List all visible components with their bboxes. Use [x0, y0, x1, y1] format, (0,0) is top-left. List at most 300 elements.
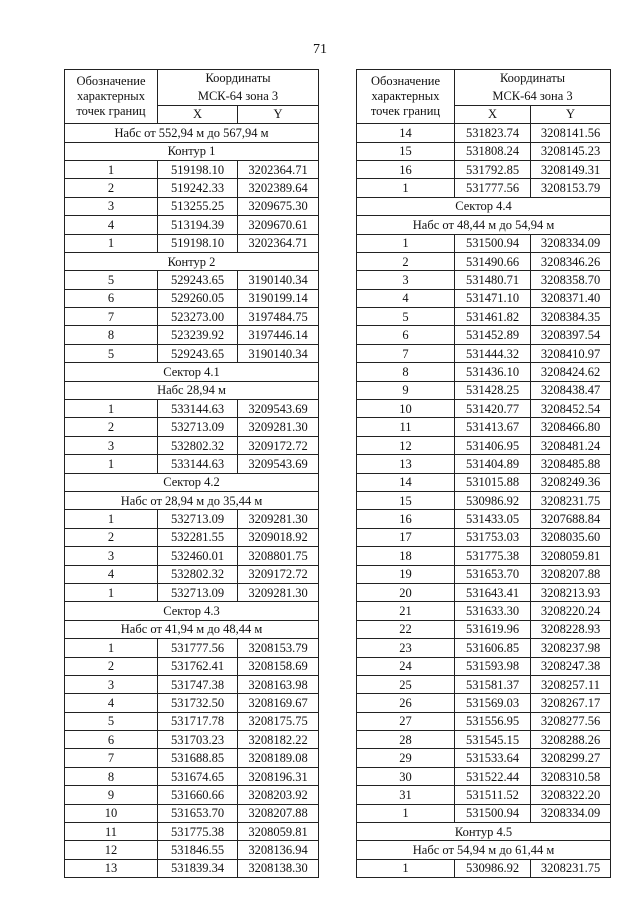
- point-number: 14: [357, 473, 455, 491]
- table-row: [65, 712, 319, 730]
- header-label-cell: [65, 70, 158, 124]
- table-row: [357, 565, 611, 583]
- x-coordinate: 531404.89: [455, 455, 531, 473]
- table-row: [357, 363, 611, 381]
- x-coordinate: 529243.65: [158, 271, 238, 289]
- section-row: [65, 252, 319, 270]
- x-coordinate: 531732.50: [158, 694, 238, 712]
- y-coordinate: 3208158.69: [238, 657, 319, 675]
- y-coordinate: 3208257.11: [531, 675, 611, 693]
- y-coordinate: 3208267.17: [531, 694, 611, 712]
- x-coordinate: 530986.92: [455, 859, 531, 877]
- table-row: [65, 308, 319, 326]
- section-row: [357, 841, 611, 859]
- y-coordinate: 3208358.70: [531, 271, 611, 289]
- y-coordinate: 3208169.67: [238, 694, 319, 712]
- point-number: 7: [65, 308, 158, 326]
- x-coordinate: 531660.66: [158, 786, 238, 804]
- point-number: 11: [357, 418, 455, 436]
- x-coordinate: 531428.25: [455, 381, 531, 399]
- table-row: [357, 455, 611, 473]
- x-coordinate: 531500.94: [455, 804, 531, 822]
- table-row: [65, 859, 319, 877]
- x-coordinate: 531436.10: [455, 363, 531, 381]
- table-row: [65, 657, 319, 675]
- point-number: 2: [65, 528, 158, 546]
- y-coordinate: 3208136.94: [238, 841, 319, 859]
- table-row: [357, 160, 611, 178]
- point-number: 25: [357, 675, 455, 693]
- x-coordinate: 532713.09: [158, 418, 238, 436]
- y-coordinate: 3208149.31: [531, 160, 611, 178]
- point-number: 13: [357, 455, 455, 473]
- y-coordinate: 3208175.75: [238, 712, 319, 730]
- point-number: 1: [357, 179, 455, 197]
- point-number: 12: [357, 436, 455, 454]
- x-coordinate: 531522.44: [455, 767, 531, 785]
- section-row: [357, 216, 611, 234]
- point-number: 8: [65, 767, 158, 785]
- y-coordinate: 3209281.30: [238, 583, 319, 601]
- point-number: 4: [65, 565, 158, 583]
- x-coordinate: 530986.92: [455, 491, 531, 509]
- section-row: [65, 491, 319, 509]
- x-coordinate: 531556.95: [455, 712, 531, 730]
- point-number: 6: [65, 289, 158, 307]
- point-number: 4: [357, 289, 455, 307]
- y-coordinate: 3208288.26: [531, 731, 611, 749]
- point-number: 10: [357, 400, 455, 418]
- x-coordinate: 531653.70: [158, 804, 238, 822]
- header-coords-subtitle: МСК-64 зона 3: [455, 87, 611, 105]
- table-row: [65, 216, 319, 234]
- point-number: 23: [357, 639, 455, 657]
- point-number: 30: [357, 767, 455, 785]
- table-row: [357, 639, 611, 657]
- table-row: [357, 326, 611, 344]
- point-number: 9: [65, 786, 158, 804]
- section-label: Набс от 28,94 м до 35,44 м: [65, 491, 319, 509]
- point-number: 1: [65, 234, 158, 252]
- section-label: Контур 4.5: [357, 823, 611, 841]
- section-label: Набс от 41,94 м до 48,44 м: [65, 620, 319, 638]
- table-row: [65, 565, 319, 583]
- y-coordinate: 3208371.40: [531, 289, 611, 307]
- table-row: [357, 583, 611, 601]
- y-coordinate: 3208220.24: [531, 602, 611, 620]
- coordinates-table-left: [64, 69, 319, 878]
- x-coordinate: 531775.38: [455, 547, 531, 565]
- x-coordinate: 531633.30: [455, 602, 531, 620]
- x-coordinate: 531747.38: [158, 675, 238, 693]
- y-coordinate: 3208247.38: [531, 657, 611, 675]
- point-number: 8: [65, 326, 158, 344]
- point-number: 3: [357, 271, 455, 289]
- x-coordinate: 531015.88: [455, 473, 531, 491]
- y-coordinate: 3207688.84: [531, 510, 611, 528]
- section-row: [65, 124, 319, 142]
- table-row: [65, 344, 319, 362]
- y-coordinate: 3208346.26: [531, 252, 611, 270]
- table-row: [357, 289, 611, 307]
- point-number: 31: [357, 786, 455, 804]
- point-number: 11: [65, 823, 158, 841]
- table-row: [65, 528, 319, 546]
- point-number: 7: [357, 344, 455, 362]
- y-coordinate: 3197446.14: [238, 326, 319, 344]
- table-row: [65, 455, 319, 473]
- point-number: 15: [357, 142, 455, 160]
- header-coords-subtitle: МСК-64 зона 3: [158, 87, 319, 105]
- point-number: 5: [357, 308, 455, 326]
- table-row: [357, 547, 611, 565]
- header-label-line: точек границ: [76, 104, 146, 119]
- section-label: Набс от 54,94 м до 61,44 м: [357, 841, 611, 859]
- point-number: 7: [65, 749, 158, 767]
- x-coordinate: 513255.25: [158, 197, 238, 215]
- table-row: [357, 859, 611, 877]
- y-coordinate: 3208249.36: [531, 473, 611, 491]
- table-row: [65, 583, 319, 601]
- x-coordinate: 519242.33: [158, 179, 238, 197]
- point-number: 3: [65, 675, 158, 693]
- x-coordinate: 531480.71: [455, 271, 531, 289]
- section-row: [65, 363, 319, 381]
- y-coordinate: 3209281.30: [238, 418, 319, 436]
- point-number: 12: [65, 841, 158, 859]
- section-label: Набс от 552,94 м до 567,94 м: [65, 124, 319, 142]
- point-number: 14: [357, 124, 455, 142]
- section-row: [65, 381, 319, 399]
- table-row: [65, 694, 319, 712]
- table-row: [65, 400, 319, 418]
- point-number: 22: [357, 620, 455, 638]
- y-coordinate: 3209675.30: [238, 197, 319, 215]
- y-coordinate: 3208424.62: [531, 363, 611, 381]
- x-coordinate: 531533.64: [455, 749, 531, 767]
- table-row: [65, 749, 319, 767]
- y-coordinate: 3208322.20: [531, 786, 611, 804]
- table-row: [357, 271, 611, 289]
- y-coordinate: 3208438.47: [531, 381, 611, 399]
- x-coordinate: 531839.34: [158, 859, 238, 877]
- y-coordinate: 3208801.75: [238, 547, 319, 565]
- table-row: [65, 326, 319, 344]
- x-coordinate: 531823.74: [455, 124, 531, 142]
- x-coordinate: 532281.55: [158, 528, 238, 546]
- x-coordinate: 531545.15: [455, 731, 531, 749]
- table-row: [65, 547, 319, 565]
- section-row: [65, 620, 319, 638]
- x-coordinate: 532713.09: [158, 510, 238, 528]
- table-row: [357, 694, 611, 712]
- y-coordinate: 3202364.71: [238, 160, 319, 178]
- table-row: [65, 767, 319, 785]
- table-row: [357, 344, 611, 362]
- header-coords-title: Координаты: [158, 70, 319, 88]
- y-coordinate: 3208141.56: [531, 124, 611, 142]
- header-label-line: Обозначение: [370, 74, 441, 89]
- x-coordinate: 531619.96: [455, 620, 531, 638]
- section-label: Контур 2: [65, 252, 319, 270]
- y-coordinate: 3208334.09: [531, 234, 611, 252]
- x-coordinate: 513194.39: [158, 216, 238, 234]
- x-coordinate: 531753.03: [455, 528, 531, 546]
- x-coordinate: 532802.32: [158, 565, 238, 583]
- section-label: Сектор 4.3: [65, 602, 319, 620]
- y-coordinate: 3209281.30: [238, 510, 319, 528]
- table-row: [65, 197, 319, 215]
- table-row: [65, 510, 319, 528]
- x-coordinate: 531674.65: [158, 767, 238, 785]
- y-coordinate: 3208153.79: [238, 639, 319, 657]
- table-row: [357, 749, 611, 767]
- x-coordinate: 531569.03: [455, 694, 531, 712]
- left-table-body: [65, 124, 319, 878]
- y-coordinate: 3208213.93: [531, 583, 611, 601]
- x-coordinate: 529243.65: [158, 344, 238, 362]
- y-coordinate: 3208410.97: [531, 344, 611, 362]
- x-coordinate: 531808.24: [455, 142, 531, 160]
- point-number: 1: [357, 859, 455, 877]
- table-row: [65, 289, 319, 307]
- x-coordinate: 531777.56: [455, 179, 531, 197]
- table-row: [65, 639, 319, 657]
- section-label: Набс 28,94 м: [65, 381, 319, 399]
- section-row: [65, 473, 319, 491]
- page-number: 71: [313, 42, 327, 57]
- point-number: 2: [65, 657, 158, 675]
- y-coordinate: 3209543.69: [238, 400, 319, 418]
- y-coordinate: 3209670.61: [238, 216, 319, 234]
- coordinates-table-right: [356, 69, 611, 878]
- x-coordinate: 531762.41: [158, 657, 238, 675]
- y-coordinate: 3208153.79: [531, 179, 611, 197]
- y-coordinate: 3209172.72: [238, 565, 319, 583]
- point-number: 16: [357, 160, 455, 178]
- y-coordinate: 3208196.31: [238, 767, 319, 785]
- point-number: 6: [65, 731, 158, 749]
- x-coordinate: 533144.63: [158, 455, 238, 473]
- header-x: X: [158, 105, 238, 123]
- header-label-cell: [357, 70, 455, 124]
- point-number: 27: [357, 712, 455, 730]
- y-coordinate: 3208485.88: [531, 455, 611, 473]
- table-row: [357, 675, 611, 693]
- point-number: 8: [357, 363, 455, 381]
- table-row: [65, 234, 319, 252]
- y-coordinate: 3208189.08: [238, 749, 319, 767]
- y-coordinate: 3208163.98: [238, 675, 319, 693]
- point-number: 19: [357, 565, 455, 583]
- point-number: 5: [65, 712, 158, 730]
- y-coordinate: 3208145.23: [531, 142, 611, 160]
- table-row: [357, 804, 611, 822]
- y-coordinate: 3197484.75: [238, 308, 319, 326]
- y-coordinate: 3208207.88: [531, 565, 611, 583]
- point-number: 28: [357, 731, 455, 749]
- header-y: Y: [531, 105, 611, 123]
- x-coordinate: 531846.55: [158, 841, 238, 859]
- y-coordinate: 3208481.24: [531, 436, 611, 454]
- header-y: Y: [238, 105, 319, 123]
- table-row: [357, 657, 611, 675]
- table-row: [65, 823, 319, 841]
- x-coordinate: 531461.82: [455, 308, 531, 326]
- point-number: 24: [357, 657, 455, 675]
- header-label-line: точек границ: [370, 104, 441, 119]
- x-coordinate: 531653.70: [455, 565, 531, 583]
- x-coordinate: 532460.01: [158, 547, 238, 565]
- header-label-line: характерных: [77, 89, 145, 104]
- point-number: 1: [65, 455, 158, 473]
- table-row: [65, 786, 319, 804]
- table-row: [357, 124, 611, 142]
- point-number: 5: [65, 344, 158, 362]
- point-number: 3: [65, 436, 158, 454]
- x-coordinate: 531471.10: [455, 289, 531, 307]
- x-coordinate: 531444.32: [455, 344, 531, 362]
- table-row: [65, 160, 319, 178]
- point-number: 26: [357, 694, 455, 712]
- point-number: 3: [65, 547, 158, 565]
- table-row: [357, 252, 611, 270]
- x-coordinate: 519198.10: [158, 234, 238, 252]
- point-number: 4: [65, 694, 158, 712]
- point-number: 5: [65, 271, 158, 289]
- header-label-line: характерных: [371, 89, 440, 104]
- point-number: 10: [65, 804, 158, 822]
- right-table-body: [357, 124, 611, 878]
- x-coordinate: 531420.77: [455, 400, 531, 418]
- point-number: 1: [65, 510, 158, 528]
- point-number: 4: [65, 216, 158, 234]
- y-coordinate: 3202364.71: [238, 234, 319, 252]
- point-number: 1: [65, 639, 158, 657]
- y-coordinate: 3208231.75: [531, 491, 611, 509]
- table-row: [357, 528, 611, 546]
- y-coordinate: 3208277.56: [531, 712, 611, 730]
- point-number: 29: [357, 749, 455, 767]
- y-coordinate: 3208228.93: [531, 620, 611, 638]
- y-coordinate: 3208059.81: [531, 547, 611, 565]
- point-number: 13: [65, 859, 158, 877]
- header-x: X: [455, 105, 531, 123]
- table-row: [357, 381, 611, 399]
- table-row: [357, 418, 611, 436]
- y-coordinate: 3208182.22: [238, 731, 319, 749]
- x-coordinate: 531643.41: [455, 583, 531, 601]
- y-coordinate: 3208310.58: [531, 767, 611, 785]
- y-coordinate: 3190140.34: [238, 271, 319, 289]
- point-number: 3: [65, 197, 158, 215]
- x-coordinate: 531500.94: [455, 234, 531, 252]
- y-coordinate: 3208452.54: [531, 400, 611, 418]
- section-label: Сектор 4.1: [65, 363, 319, 381]
- point-number: 1: [65, 400, 158, 418]
- x-coordinate: 531703.23: [158, 731, 238, 749]
- table-row: [65, 804, 319, 822]
- table-row: [65, 436, 319, 454]
- x-coordinate: 531717.78: [158, 712, 238, 730]
- section-label: Контур 1: [65, 142, 319, 160]
- point-number: 15: [357, 491, 455, 509]
- y-coordinate: 3209018.92: [238, 528, 319, 546]
- table-row: [357, 712, 611, 730]
- x-coordinate: 519198.10: [158, 160, 238, 178]
- x-coordinate: 523273.00: [158, 308, 238, 326]
- section-row: [357, 197, 611, 215]
- section-label: Набс от 48,44 м до 54,94 м: [357, 216, 611, 234]
- header-coords-title: Координаты: [455, 70, 611, 88]
- section-label: Сектор 4.4: [357, 197, 611, 215]
- y-coordinate: 3208035.60: [531, 528, 611, 546]
- table-row: [357, 491, 611, 509]
- x-coordinate: 531581.37: [455, 675, 531, 693]
- table-row: [357, 731, 611, 749]
- y-coordinate: 3208397.54: [531, 326, 611, 344]
- x-coordinate: 531593.98: [455, 657, 531, 675]
- point-number: 1: [357, 234, 455, 252]
- table-row: [65, 418, 319, 436]
- table-row: [357, 234, 611, 252]
- table-row: [357, 786, 611, 804]
- y-coordinate: 3190140.34: [238, 344, 319, 362]
- point-number: 1: [65, 160, 158, 178]
- x-coordinate: 523239.92: [158, 326, 238, 344]
- table-row: [357, 142, 611, 160]
- y-coordinate: 3208207.88: [238, 804, 319, 822]
- table-row: [357, 179, 611, 197]
- x-coordinate: 531775.38: [158, 823, 238, 841]
- x-coordinate: 531413.67: [455, 418, 531, 436]
- x-coordinate: 532802.32: [158, 436, 238, 454]
- y-coordinate: 3209543.69: [238, 455, 319, 473]
- point-number: 20: [357, 583, 455, 601]
- header-label-line: Обозначение: [76, 74, 146, 89]
- point-number: 2: [357, 252, 455, 270]
- table-row: [357, 308, 611, 326]
- section-label: Сектор 4.2: [65, 473, 319, 491]
- y-coordinate: 3208203.92: [238, 786, 319, 804]
- y-coordinate: 3208384.35: [531, 308, 611, 326]
- point-number: 9: [357, 381, 455, 399]
- y-coordinate: 3190199.14: [238, 289, 319, 307]
- table-row: [65, 675, 319, 693]
- y-coordinate: 3208138.30: [238, 859, 319, 877]
- section-row: [357, 823, 611, 841]
- section-row: [65, 142, 319, 160]
- point-number: 17: [357, 528, 455, 546]
- x-coordinate: 531452.89: [455, 326, 531, 344]
- x-coordinate: 531688.85: [158, 749, 238, 767]
- table-row: [357, 473, 611, 491]
- table-row: [357, 767, 611, 785]
- table-row: [357, 510, 611, 528]
- y-coordinate: 3202389.64: [238, 179, 319, 197]
- table-row: [357, 400, 611, 418]
- y-coordinate: 3208299.27: [531, 749, 611, 767]
- table-row: [65, 841, 319, 859]
- y-coordinate: 3208466.80: [531, 418, 611, 436]
- x-coordinate: 531490.66: [455, 252, 531, 270]
- x-coordinate: 529260.05: [158, 289, 238, 307]
- x-coordinate: 532713.09: [158, 583, 238, 601]
- point-number: 2: [65, 179, 158, 197]
- x-coordinate: 531606.85: [455, 639, 531, 657]
- y-coordinate: 3208334.09: [531, 804, 611, 822]
- x-coordinate: 533144.63: [158, 400, 238, 418]
